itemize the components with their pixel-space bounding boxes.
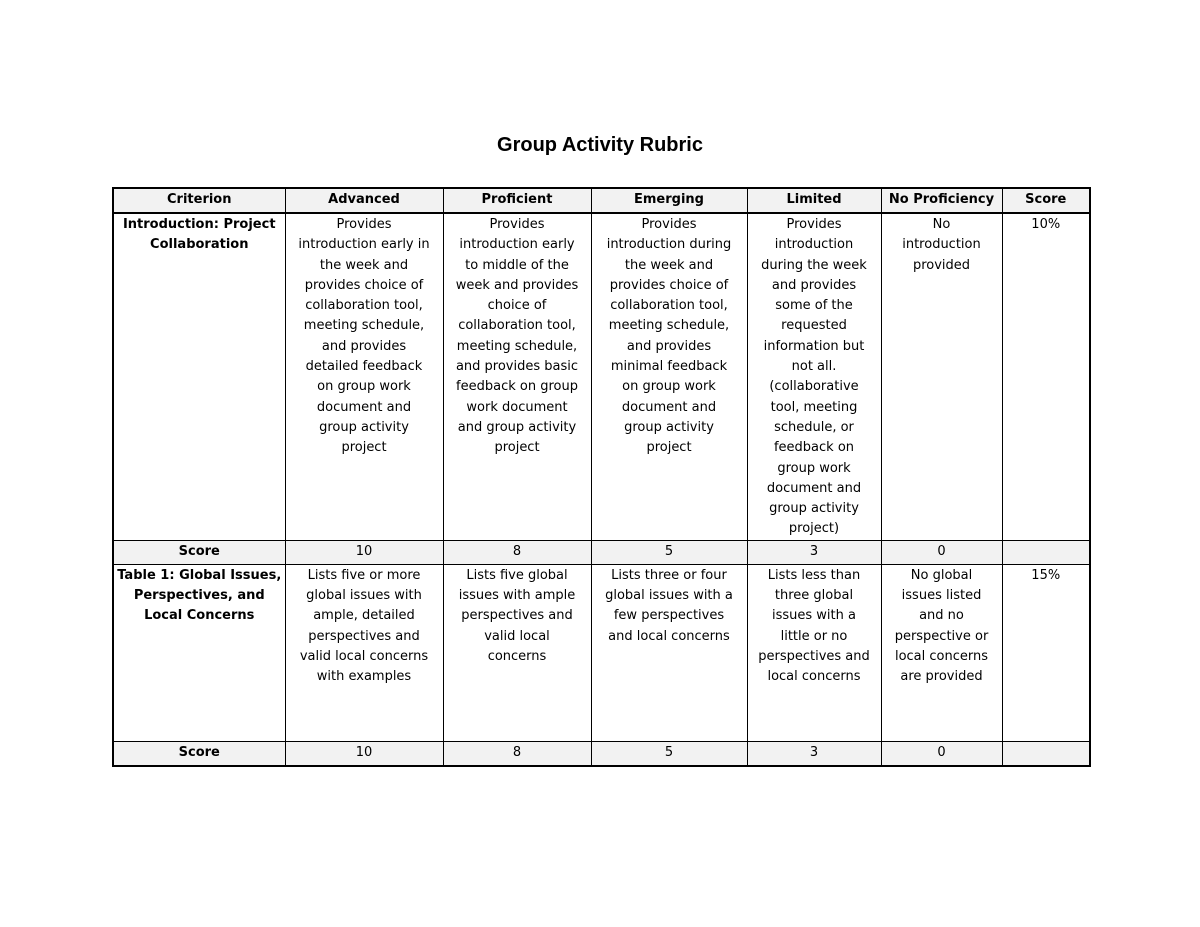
rubric-table — [112, 187, 1091, 767]
limited-cell: Provides introduction during the week and provides some of the requested information but not all. (collaborative tool, meeting schedule, or feedback on group work document and group activity project) — [747, 213, 881, 540]
score-label: Score — [113, 540, 285, 564]
table-row — [113, 564, 1090, 741]
proficient-cell: Provides introduction early to middle of the week and provides choice of collaboration tool, meeting schedule, and provides basic feedback on group work document and group activity project — [443, 213, 591, 540]
score-no-proficiency: 0 — [881, 540, 1002, 564]
score-total — [1002, 741, 1090, 766]
score-advanced: 10 — [285, 741, 443, 766]
limited-cell: Lists less than three global issues with a little or no perspectives and local concerns — [747, 564, 881, 741]
advanced-cell: Lists five or more global issues with ample, detailed perspectives and valid local concerns with examples — [285, 564, 443, 741]
criterion-cell: Table 1: Global Issues, Perspectives, and Local Concerns — [113, 564, 285, 741]
no-proficiency-cell: No global issues listed and no perspective or local concerns are provided — [881, 564, 1002, 741]
score-limited: 3 — [747, 540, 881, 564]
header-row — [113, 188, 1090, 213]
criterion-cell: Introduction: Project Collaboration — [113, 213, 285, 540]
weight-cell: 15% — [1002, 564, 1090, 741]
emerging-cell: Lists three or four global issues with a few perspectives and local concerns — [591, 564, 747, 741]
score-advanced: 10 — [285, 540, 443, 564]
score-label: Score — [113, 741, 285, 766]
header-advanced: Advanced — [285, 188, 443, 213]
score-row — [113, 741, 1090, 766]
score-row — [113, 540, 1090, 564]
header-score: Score — [1002, 188, 1090, 213]
score-proficient: 8 — [443, 540, 591, 564]
advanced-cell: Provides introduction early in the week and provides choice of collaboration tool, meeting schedule, and provides detailed feedback on group work document and group activity project — [285, 213, 443, 540]
header-no-proficiency: No Proficiency — [881, 188, 1002, 213]
score-emerging: 5 — [591, 540, 747, 564]
header-proficient: Proficient — [443, 188, 591, 213]
score-proficient: 8 — [443, 741, 591, 766]
score-no-proficiency: 0 — [881, 741, 1002, 766]
score-total — [1002, 540, 1090, 564]
page-title: Group Activity Rubric — [497, 134, 703, 156]
score-emerging: 5 — [591, 741, 747, 766]
header-limited: Limited — [747, 188, 881, 213]
table-row — [113, 213, 1090, 540]
weight-cell: 10% — [1002, 213, 1090, 540]
no-proficiency-cell: No introduction provided — [881, 213, 1002, 540]
emerging-cell: Provides introduction during the week and provides choice of collaboration tool, meeting schedule, and provides minimal feedback on group work document and group activity project — [591, 213, 747, 540]
score-limited: 3 — [747, 741, 881, 766]
header-criterion: Criterion — [113, 188, 285, 213]
proficient-cell: Lists five global issues with ample perspectives and valid local concerns — [443, 564, 591, 741]
header-emerging: Emerging — [591, 188, 747, 213]
